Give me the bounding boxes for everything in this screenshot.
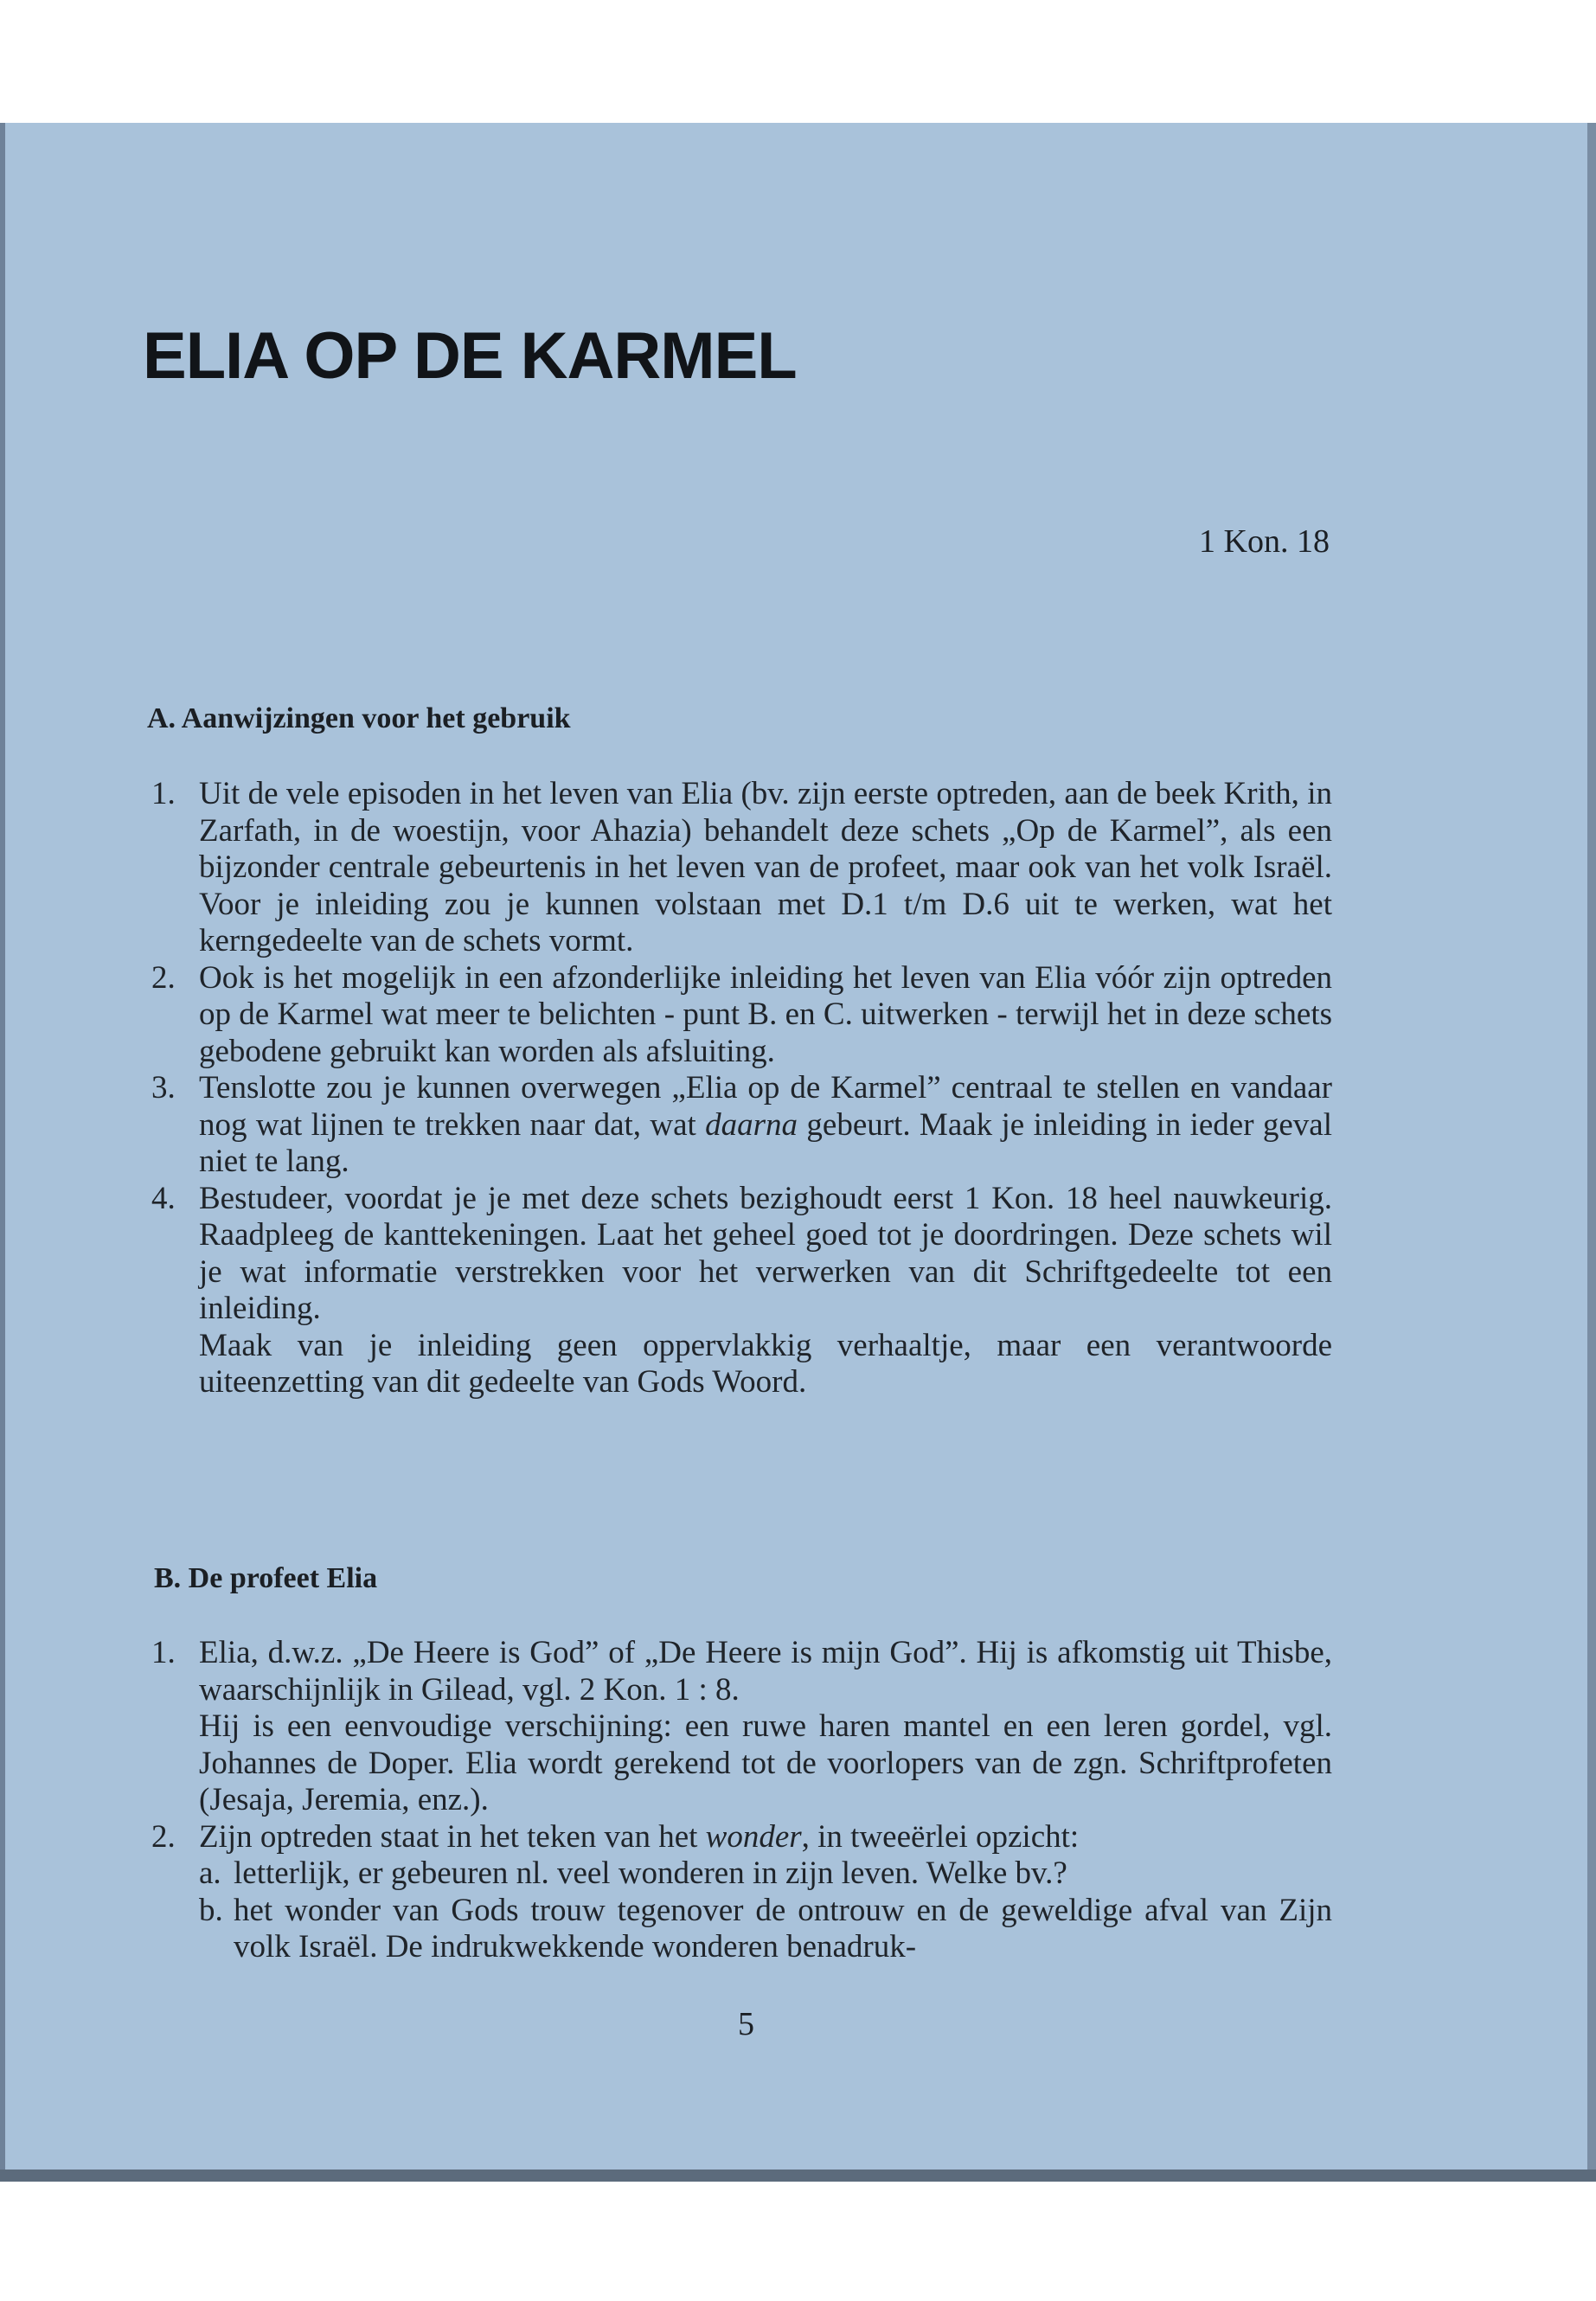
sub-item: a. letterlijk, er gebeuren nl. veel wonderen in zijn leven. Welke bv.? <box>199 1856 1067 1891</box>
page-number: 5 <box>738 2006 754 2042</box>
list-item: 2. Ook is het mogelijk in een afzonderlijke inleiding het leven van Elia vóór zijn optreden op de Karmel wat meer te belichten - punt B. en C. uitwerken - terwijl het in deze schets gebodene gebruikt kan worden als afsluiting. <box>151 959 1332 1069</box>
list-item: 1. Elia, d.w.z. „De Heere is God” of „De Heere is mijn God”. Hij is afkomstig uit Thisbe, waarschijnlijk in Gilead, vgl. 2 Kon. 1 : 8. Hij is een eenvoudige verschijning: een ruwe haren mantel en een leren gordel, vgl. Johannes de Doper. Elia wordt gerekend tot de voorlopers van de zgn. Schriftprofeten (Jesaja, Jeremia, enz.). <box>151 1635 1332 1817</box>
list-item: 4. Bestudeer, voordat je je met deze schets bezighoudt eerst 1 Kon. 18 heel nauwkeurig. Raadpleeg de kanttekeningen. Laat het geheel goed tot je doordringen. Deze schets wil je wat informatie verstrekken voor het verwerken van dit Schriftgedeelte tot een inleiding. Maak van je inleiding geen oppervlakkig verhaaltje, maar een verantwoorde uiteenzetting van dit gedeelte van Gods Woord. <box>151 1180 1332 1400</box>
list-item: 1. Uit de vele episoden in het leven van Elia (bv. zijn eerste optreden, aan de beek Krith, in Zarfath, in de woestijn, voor Ahazia) behandelt deze schets „Op de Karmel”, als een bijzonder centrale gebeurtenis in het leven van de profeet, maar ook van het volk Israël. Voor je inleiding zou je kunnen volstaan met D.1 t/m D.6 uit te werken, wat het kerngedeelte van de schets vormt. <box>151 776 1332 958</box>
list-item: 3. Tenslotte zou je kunnen overwegen „Elia op de Karmel” centraal te stellen en vandaar nog wat lijnen te trekken naar dat, wat daarna gebeurt. Maak je inleiding in ieder geval niet te lang. <box>151 1070 1332 1179</box>
section-heading-a: A. Aanwijzingen voor het gebruik <box>147 702 571 734</box>
page-title: ELIA OP DE KARMEL <box>143 319 797 393</box>
page-edge-right <box>1587 123 1596 2182</box>
section-heading-b: B. De profeet Elia <box>154 1562 378 1594</box>
list-item: 2. Zijn optreden staat in het teken van het wonder, in tweeërlei opzicht: a. letterlijk, er gebeuren nl. veel wonderen in zijn leven. Welke bv.? b. het wonder van Gods trouw tegenover de ontrouw en de geweldige afval van Zijn volk Israël. De indrukwekkende wonderen benadruk- <box>151 1818 1332 1965</box>
sub-item: b. het wonder van Gods trouw tegenover de ontrouw en de geweldige afval van Zijn volk Israël. De indrukwekkende wonderen benadruk- <box>199 1892 1332 1965</box>
page-edge-left <box>0 123 5 2182</box>
section-a-list <box>151 776 1332 1401</box>
bible-reference: 1 Kon. 18 <box>1199 523 1330 560</box>
page-bottom-edge <box>0 2170 1596 2182</box>
section-b-list <box>151 1635 1332 1966</box>
